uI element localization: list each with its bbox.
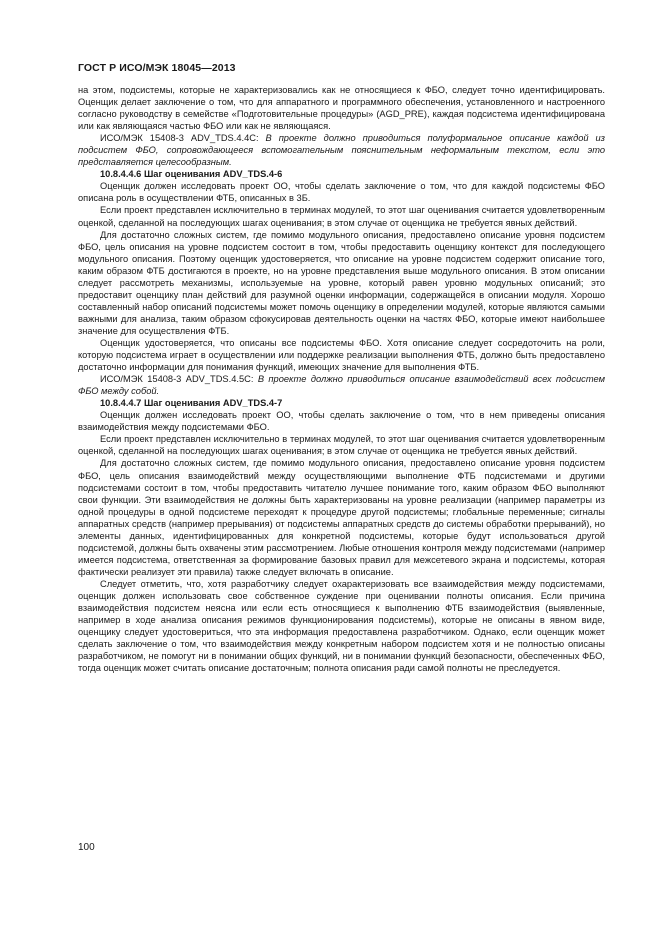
paragraph: Для достаточно сложных систем, где помимо модульного описания, предоставлено описание уровня подсистем ФБО, цель описания на уровне подсистем состоит в том, чтобы предоставить оценщику контекст для последующего модульного описания. Поэтому оценщик удостоверяется, что описание на уровне подсистем содержит описание того, каким образом ФТБ достигаются в проекте, но на уровне представления выше модульного описания. В этом описании следует рассмотреть механизмы, используемые на уровне, который равен уровню модульных описаний; это предоставит оценщику план действий для разумной оценки информации, содержащейся в описании модуля. Хорошо составленный набор описаний подсистемы может помочь оценщику в определении модулей, которые являются самыми важными для анализа, таким образом сфокусировав деятельность оценки на частях ФБО, которые имеют наибольшее значение для осуществления ФТБ.: [78, 229, 605, 336]
paragraph: Если проект представлен исключительно в терминах модулей, то этот шаг оценивания считается удовлетворенным оценкой, сделанной на последующих шагах оценивания; в этом случае от оценщика не требуется явных действий.: [78, 434, 605, 457]
note-text: В проекте должно приводиться описание взаимодействий всех подсистем ФБО между собой.: [78, 374, 605, 397]
page-number: 100: [78, 842, 95, 853]
paragraph: на этом, подсистемы, которые не характеризовались как не относящиеся к ФБО, следует точно идентифицировать. Оценщик делает заключение о том, что для аппаратного и программного обеспечения, установленного и настроенного согласно руководству в семействе «Подготовительные процедуры» (AGD_PRE), каждая подсистема идентифицирована или как являющаяся частью ФБО или как не являющаяся.: [78, 85, 605, 132]
paragraph: Для достаточно сложных систем, где помимо модульного описания, предоставлено описание уровня подсистем ФБО, цель описания взаимодействий между осуществляющими выполнение ФТБ подсистемами и другими подсистемами состоит в том, чтобы предоставить читателю лучшее понимание того, каким образом ФБО выполняют свои функции. Эти взаимодействия не должны быть характеризованы на уровне реализации (например параметры из одной процедуры в одной подсистеме переходят к процедуре другой подсистемы; глобальные переменные; сигналы аппаратных средств (например прерывания) от подсистемы аппаратных средств до системы обработки прерываний), но элементы данных, идентифицированных для конкретной подсистемы, которые будут использоваться другой подсистемой, должны быть охвачены этим рассмотрением. Любые отношения контроля между подсистемами (например имеется подсистема, ответственная за формирование базовых правил для межсетевого экрана и подсистемы, которая фактически реализует эти правила) также следует включать в описание.: [78, 458, 605, 577]
standard-note: [78, 132, 605, 168]
section-heading: 10.8.4.4.7 Шаг оценивания ADV_TDS.4-7: [100, 398, 283, 409]
paragraph: Оценщик должен исследовать проект ОО, чтобы сделать заключение о том, что в нем приведены описания взаимодействия между подсистемами ФБО.: [78, 410, 605, 433]
note-prefix: ИСО/МЭК 15408-3 ADV_TDS.4.5C:: [100, 374, 258, 385]
paragraph: Следует отметить, что, хотя разработчику следует охарактеризовать все взаимодействия между подсистемами, оценщик должен использовать свое собственное суждение при оценивании полноты описания. Если причина взаимодействия подсистем неясна или если есть относящиеся к выполнению ФТБ взаимодействия (выявленные, например в ходе анализа описания режимов функционирования подсистемы), которые не описаны в явном виде, оценщику следует удостовериться, что эта информация предоставлена разработчиком. Однако, если оценщик может сделать заключение о том, что взаимодействия между конкретным набором подсистем хотя и не полностью описаны разработчиком, не помогут ни в понимании общих функций, ни в понимании функций безопасности, обеспеченных ФБО, тогда оценщик может считать описание достаточным; полнота описания ради самой полноты не преследуется.: [78, 578, 605, 674]
paragraph: Оценщик должен исследовать проект ОО, чтобы сделать заключение о том, что для каждой подсистемы ФБО описана роль в осуществлении ФТБ, описанных в 3Б.: [78, 181, 605, 204]
paragraph: Оценщик удостоверяется, что описаны все подсистемы ФБО. Хотя описание следует сосредоточить на роли, которую подсистема играет в осуществлении или поддержке реализации выполнения ФТБ, должно быть предоставлено достаточно информации для понимания функций, имеющих значение для выполнения ФТБ.: [78, 337, 605, 373]
document-header: ГОСТ Р ИСО/МЭК 18045—2013: [78, 62, 236, 74]
document-body: [78, 84, 605, 674]
note-text: В проекте должно приводиться полуформальное описание каждой из подсистем ФБО, сопровождающееся вспомогательным пояснительным неформальным текстом, если это представляется целесообразным.: [78, 133, 605, 168]
note-prefix: ИСО/МЭК 15408-3 ADV_TDS.4.4C:: [100, 133, 266, 144]
section-heading: 10.8.4.4.6 Шаг оценивания ADV_TDS.4-6: [100, 169, 283, 180]
paragraph: Если проект представлен исключительно в терминах модулей, то этот шаг оценивания считается удовлетворенным оценкой, сделанной на последующих шагах оценивания; в этом случае от оценщика не требуется явных действий.: [78, 205, 605, 228]
standard-note: [78, 373, 605, 397]
